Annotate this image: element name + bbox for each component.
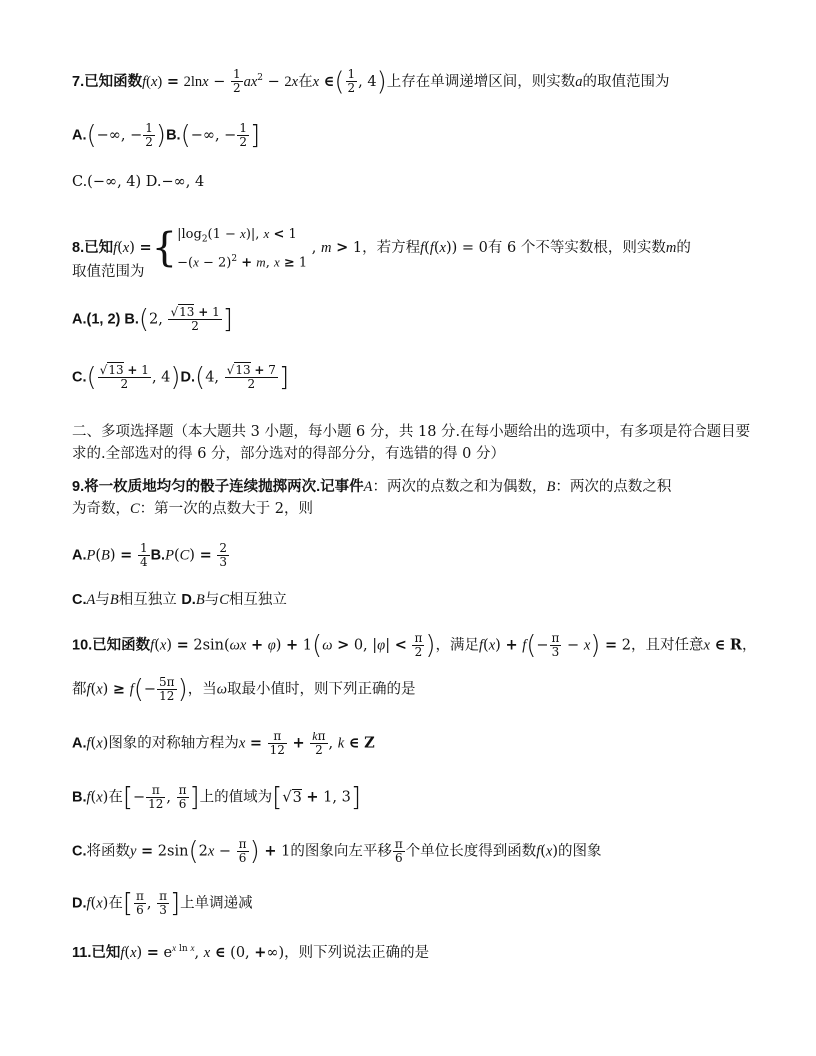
q9-options-ab: A.P(B) = $\frac{1}{4}$ B.P(C) = $\frac{2}{3}$ <box>72 541 227 569</box>
q8-options-cd: C.( $\frac{√13 + 1}{2}$ , 4)D.(4, $\frac{√13 + 7}{2}$ ] <box>72 362 290 393</box>
section-2-heading: 二、多项选择题（本大题共 3 小题，每小题 6 分，共 18 分.在每小题给出的选项中，有多项是符合题目要求的.全部选对的得 6 分，部分选对的得部分分，有选错的得 0 分） <box>72 424 751 462</box>
q11-stem: 11.已知$f(x) = e^{x ln x}$, x ∈ (0, +∞)，则下列说法正确的是 <box>72 943 430 961</box>
q7-tail-2: 的取值范围为 <box>582 73 670 90</box>
q8-stem: 8.已知 <box>72 239 114 256</box>
q9-stem: 9.将一枚质地均匀的骰子连续抛掷两次.记事件A：两次的点数之和为偶数，B：两次的点数之积 为奇数，C：第一次的点数大于 2，则 <box>72 479 672 517</box>
q8-options-ab: A.(1, 2) B.(2, $\frac{√13 + 1}{2}$ ] <box>72 304 233 335</box>
q10-stem: 10.已知函数f(x) = 2sin(ωx + φ) + 1(ω > 0, |φ| < $\frac{\pi}{2}$ )，满足f(x) + f(− $\frac{\pi}{3}$ − x) = 2，且对任意x ∈ R， <box>72 630 757 661</box>
q10-option-b: B.f(x)在[− $\frac{\pi}{12}$ , $\frac{\pi}{6}$ ]上的值域为[√3 + 1, 3] <box>72 782 362 813</box>
q10-line2: 都f(x) ≥ f(− $\frac{5\pi}{12}$ )，当ω取最小值时，则下列正确的是 <box>72 674 416 705</box>
q7-stem: 7.已知函数 <box>72 73 143 90</box>
q9-options-cd: C.A与B相互独立 D.B与C相互独立 <box>72 592 287 608</box>
q10-option-d: D.f(x)在[ $\frac{\pi}{6}$ , $\frac{\pi}{3}$ ]上单调递减 <box>72 888 253 919</box>
q8-line2: 取值范围为 <box>72 264 145 280</box>
q10-option-a: A.f(x)图象的对称轴方程为x = $\frac{\pi}{12}$ + $\frac{k\pi}{2}$ , k ∈ Z <box>72 729 375 757</box>
q7-stem-line: 7.已知函数f(x) = 2lnx − $\frac{1}{2}$ $ax^2 - 2x$在x ∈( $\frac{1}{2}$ , 4)上存在单调递增区间，则实数a的取值范围为 <box>72 66 670 97</box>
q8-stem-line: 8.已知f(x) ={ $|\log_2(1 - x)|$, x < 1 $-(x - 2)^2 + m$, x ≥ 1 , m > 1，若方程f(f(x)) = 0有 6 个不等实数根，则实数m的 <box>72 224 691 271</box>
q7-tail-1: 上存在单调递增区间，则实数 <box>386 73 576 90</box>
q7-options-cd: C.(−∞, 4) D.−∞, 4 <box>72 174 205 190</box>
q7-options-ab: A.(−∞, − $\frac{1}{2}$ )B.(−∞, − $\frac{1}{2}$ ] <box>72 120 261 151</box>
q10-option-c: C.将函数y = 2sin(2x − $\frac{\pi}{6}$ ) + 1的图象向左平移 $\frac{\pi}{6}$ 个单位长度得到函数f(x)的图象 <box>72 836 602 867</box>
